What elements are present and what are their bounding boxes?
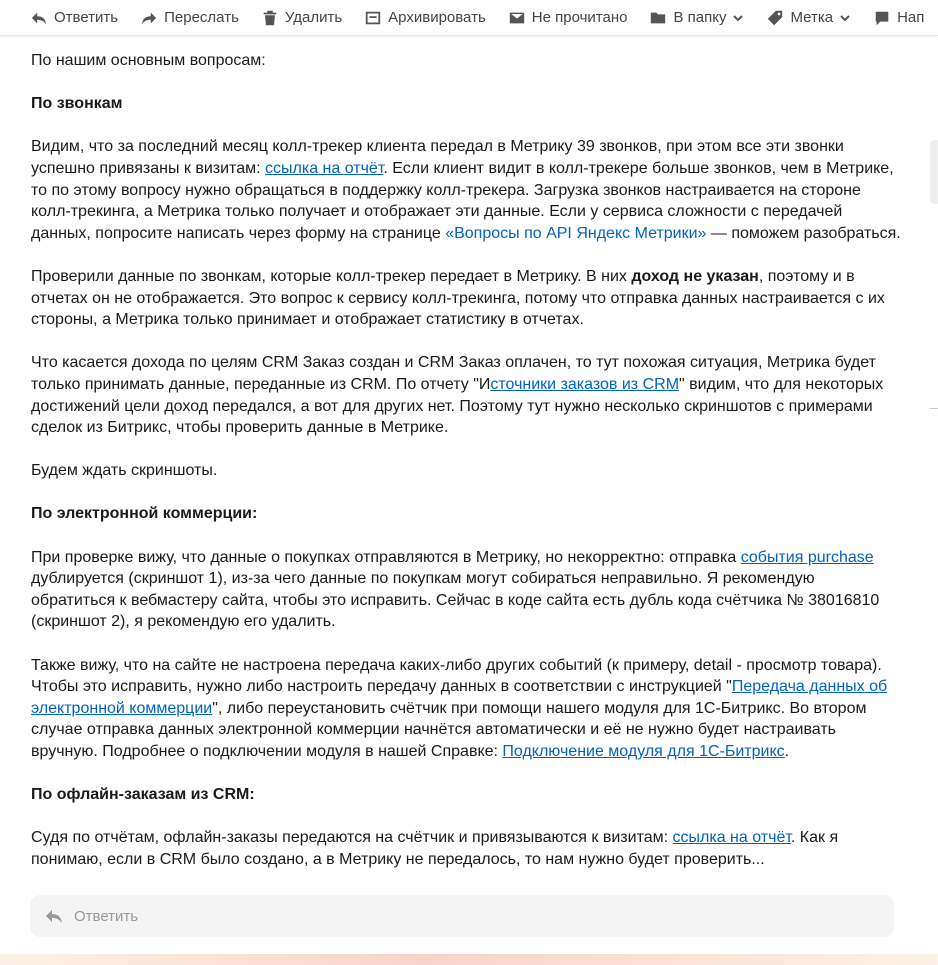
mark-unread-label: Не прочитано (531, 9, 628, 26)
purchase-event-link[interactable]: события purchase (740, 548, 874, 566)
offline-report-link[interactable]: ссылка на отчёт (672, 829, 791, 847)
envelope-icon (508, 9, 526, 27)
archive-label: Архивировать (388, 9, 486, 26)
bitrix-module-link[interactable]: Подключение модуля для 1С-Битрикс (502, 743, 785, 760)
tag-icon (766, 9, 784, 27)
reply-icon (30, 9, 48, 27)
calls-paragraph-3: Что касается дохода по целям CRM Заказ создан и CRM Заказ оплачен, то тут похожая ситуация, Метрика будет только принимать данные, переданные из CRM. По отчету "Источники заказов из CRM" видим, что для некоторых достижений цели доход передался, а вот для других нет. Поэтому тут нужно несколько скриншотов с примерами сделок из Битрикс, чтобы проверить данные в Метрике. (31, 354, 884, 437)
more-action-label: Нап (897, 9, 925, 26)
letter-intro: По нашим основным вопросам: (31, 52, 266, 69)
forward-icon (140, 9, 158, 27)
archive-button[interactable] (364, 0, 486, 35)
reply-label: Ответить (54, 9, 119, 26)
bottom-decoration (0, 954, 938, 965)
report-link[interactable]: ссылка на отчёт (265, 159, 384, 177)
move-to-folder-button[interactable] (649, 0, 744, 35)
calls-paragraph-2: Проверили данные по звонкам, которые колл-трекер передает в Метрику. В них доход не указан, поэтому и в отчетах он не отображается. Это вопрос к сервису колл-трекинга, потому что отправка данных настраивается с их стороны, а Метрика только принимает и отображает статистику в отчетах. (31, 267, 885, 329)
reminder-icon (873, 9, 891, 27)
calls-heading: По звонкам (31, 95, 123, 113)
delete-button[interactable] (261, 0, 342, 35)
letter-body (31, 50, 901, 878)
chevron-down-icon (732, 12, 744, 24)
forward-label: Переслать (164, 9, 239, 26)
ecom-paragraph-2: Также вижу, что на сайте не настроена передача каких-либо других событий (к примеру, detail - просмотр товара). Чтобы это исправить, нужно либо настроить передачу данных в соответствии с инструкцией "Передача данных об электронной коммерции", либо переустановить счётчик при помощи нашего модуля для 1С-Битрикс. Во втором случае отправка данных электронной коммерции начнётся автоматически и её не нужно будет настраивать вручную. Подробнее о подключении модуля в нашей Справке: Подключение модуля для 1С-Битрикс. (31, 656, 888, 760)
forward-button[interactable] (140, 0, 239, 35)
label-button[interactable] (766, 0, 851, 35)
reply-button[interactable] (30, 0, 118, 35)
move-to-folder-label: В папку (673, 9, 727, 26)
calls-paragraph-1: Видим, что за последний месяц колл-трекер клиента передал в Метрику 39 звонков, при этом все эти звонки успешно привязаны к визитам: ссылка на отчёт. Если клиент видит в колл-трекере больше звонков, чем в Метрике, то по этому вопросу нужно обращаться в поддержку колл-трекера. Загрузка звонков настраивается на стороне колл-трекинга, а Метрика только получает и отображает эти данные. Если у сервиса сложности с передачей данных, попросите написать через форму на странице «Вопросы по API Яндекс Метрики» — поможем разобраться. (31, 138, 901, 242)
label-label: Метка (790, 9, 834, 26)
offline-heading: По офлайн-заказам из CRM: (31, 786, 255, 804)
quick-reply-field[interactable] (30, 895, 894, 937)
divider (930, 408, 938, 409)
crm-orders-sources-link[interactable]: сточники заказов из CRM (490, 375, 680, 393)
folder-icon (649, 9, 667, 27)
ecom-heading: По электронной коммерции: (31, 505, 258, 523)
quick-reply-placeholder: Ответить (74, 907, 139, 925)
archive-icon (364, 9, 382, 27)
calls-paragraph-4: Будем ждать скриншоты. (31, 462, 218, 480)
mark-unread-button[interactable] (508, 0, 628, 35)
offline-paragraph-1: Судя по отчётам, офлайн-заказы передаются на счётчик и привязываются к визитам: ссылка на отчёт. Как я понимаю, если в CRM было создано, а в Метрику не передалось, то нам нужно будет проверить... (31, 829, 839, 868)
reply-icon (44, 906, 64, 926)
api-questions-link[interactable]: «Вопросы по API Яндекс Метрики» (445, 224, 707, 242)
delete-label: Удалить (284, 9, 343, 26)
message-toolbar (0, 0, 938, 36)
side-panel-handle[interactable] (930, 140, 938, 204)
trash-icon (261, 9, 279, 27)
chevron-down-icon (839, 12, 851, 24)
ecom-paragraph-1: При проверке вижу, что данные о покупках отправляются в Метрику, но некорректно: отправка события purchase дублируется (скриншот 1), из-за чего данные по покупкам могут собираться неправильно. Я рекомендую обратиться к вебмастеру сайта, чтобы это исправить. Сейчас в коде сайта есть дубль кода счётчика № 38016810 (скриншот 2), я рекомендую его удалить. (31, 548, 880, 631)
ecommerce-docs-link[interactable]: Передача данных об электронной коммерции (31, 678, 888, 717)
more-action-button[interactable] (873, 0, 924, 35)
